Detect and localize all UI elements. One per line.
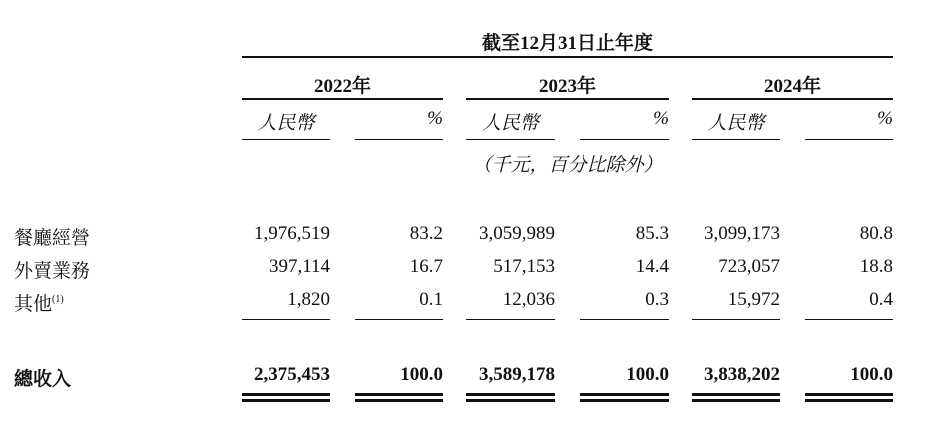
year-rule-2024 — [692, 98, 893, 100]
total-double-rule-4a — [580, 393, 669, 396]
cell-total-2024-amount: 3,838,202 — [704, 364, 780, 385]
cell-delivery-2023-amount: 517,153 — [493, 256, 555, 277]
subtotal-rule-3 — [466, 319, 555, 320]
year-rule-2022 — [242, 98, 443, 100]
row-label-delivery: 外賣業務 — [14, 261, 91, 282]
cell-restaurant-2024-percent: 80.8 — [859, 223, 893, 244]
subheader-rule-5 — [692, 139, 780, 140]
year-rule-2023 — [466, 98, 669, 100]
subheader-rule-2 — [355, 139, 443, 140]
cell-others-2023-amount: 12,036 — [502, 289, 555, 310]
row-label-total: 總收入 — [14, 369, 72, 390]
cell-others-2022-amount: 1,820 — [287, 289, 330, 310]
year-header-2024: 2024年 — [763, 76, 821, 97]
header-rule — [242, 56, 893, 58]
row-label-others — [14, 289, 64, 316]
subheader-rule-6 — [805, 139, 893, 140]
subtotal-rule-5 — [692, 319, 780, 320]
currency-header-2023: 人民幣 — [481, 113, 539, 134]
cell-restaurant-2023-percent: 85.3 — [635, 223, 669, 244]
total-double-rule-6b — [805, 399, 893, 402]
total-double-rule-5b — [692, 399, 780, 402]
cell-total-2022-amount: 2,375,453 — [254, 364, 330, 385]
percent-header-2022: % — [427, 108, 443, 129]
cell-delivery-2024-amount: 723,057 — [718, 256, 780, 277]
row-label-restaurant: 餐廳經營 — [14, 228, 91, 249]
cell-restaurant-2022-percent: 83.2 — [409, 223, 443, 244]
subheader-rule-4 — [580, 139, 669, 140]
subtotal-rule-1 — [242, 319, 330, 320]
total-double-rule-6a — [805, 393, 893, 396]
total-double-rule-1a — [242, 393, 330, 396]
total-double-rule-3a — [466, 393, 555, 396]
subheader-rule-1 — [242, 139, 330, 140]
percent-header-2023: % — [653, 108, 669, 129]
subheader-rule-3 — [466, 139, 555, 140]
cell-others-2022-percent: 0.1 — [419, 289, 443, 310]
year-header-2023: 2023年 — [538, 76, 596, 97]
cell-delivery-2024-percent: 18.8 — [859, 256, 893, 277]
cell-delivery-2022-amount: 397,114 — [268, 256, 330, 277]
subtotal-rule-2 — [355, 319, 443, 320]
cell-others-2024-percent: 0.4 — [869, 289, 893, 310]
total-double-rule-1b — [242, 399, 330, 402]
footnote-marker: (1) — [52, 294, 64, 305]
cell-total-2024-percent: 100.0 — [850, 364, 893, 385]
percent-header-2024: % — [877, 108, 893, 129]
table-period-title: 截至12月31日止年度 — [481, 33, 653, 54]
cell-others-2023-percent: 0.3 — [645, 289, 669, 310]
total-double-rule-2b — [355, 399, 443, 402]
cell-delivery-2022-percent: 16.7 — [409, 256, 443, 277]
cell-delivery-2023-percent: 14.4 — [635, 256, 669, 277]
total-double-rule-4b — [580, 399, 669, 402]
subtotal-rule-6 — [805, 319, 893, 320]
currency-header-2022: 人民幣 — [257, 113, 315, 134]
cell-total-2022-percent: 100.0 — [400, 364, 443, 385]
cell-total-2023-percent: 100.0 — [626, 364, 669, 385]
total-double-rule-3b — [466, 399, 555, 402]
total-double-rule-5a — [692, 393, 780, 396]
subtotal-rule-4 — [580, 319, 669, 320]
cell-restaurant-2023-amount: 3,059,989 — [479, 223, 555, 244]
cell-restaurant-2024-amount: 3,099,173 — [704, 223, 780, 244]
cell-others-2024-amount: 15,972 — [727, 289, 780, 310]
cell-total-2023-amount: 3,589,178 — [479, 364, 555, 385]
unit-note: （千元，百分比除外） — [472, 155, 663, 176]
total-double-rule-2a — [355, 393, 443, 396]
cell-restaurant-2022-amount: 1,976,519 — [254, 223, 330, 244]
year-header-2022: 2022年 — [313, 76, 371, 97]
row-label-others-text: 其他 — [14, 294, 53, 315]
currency-header-2024: 人民幣 — [707, 113, 765, 134]
